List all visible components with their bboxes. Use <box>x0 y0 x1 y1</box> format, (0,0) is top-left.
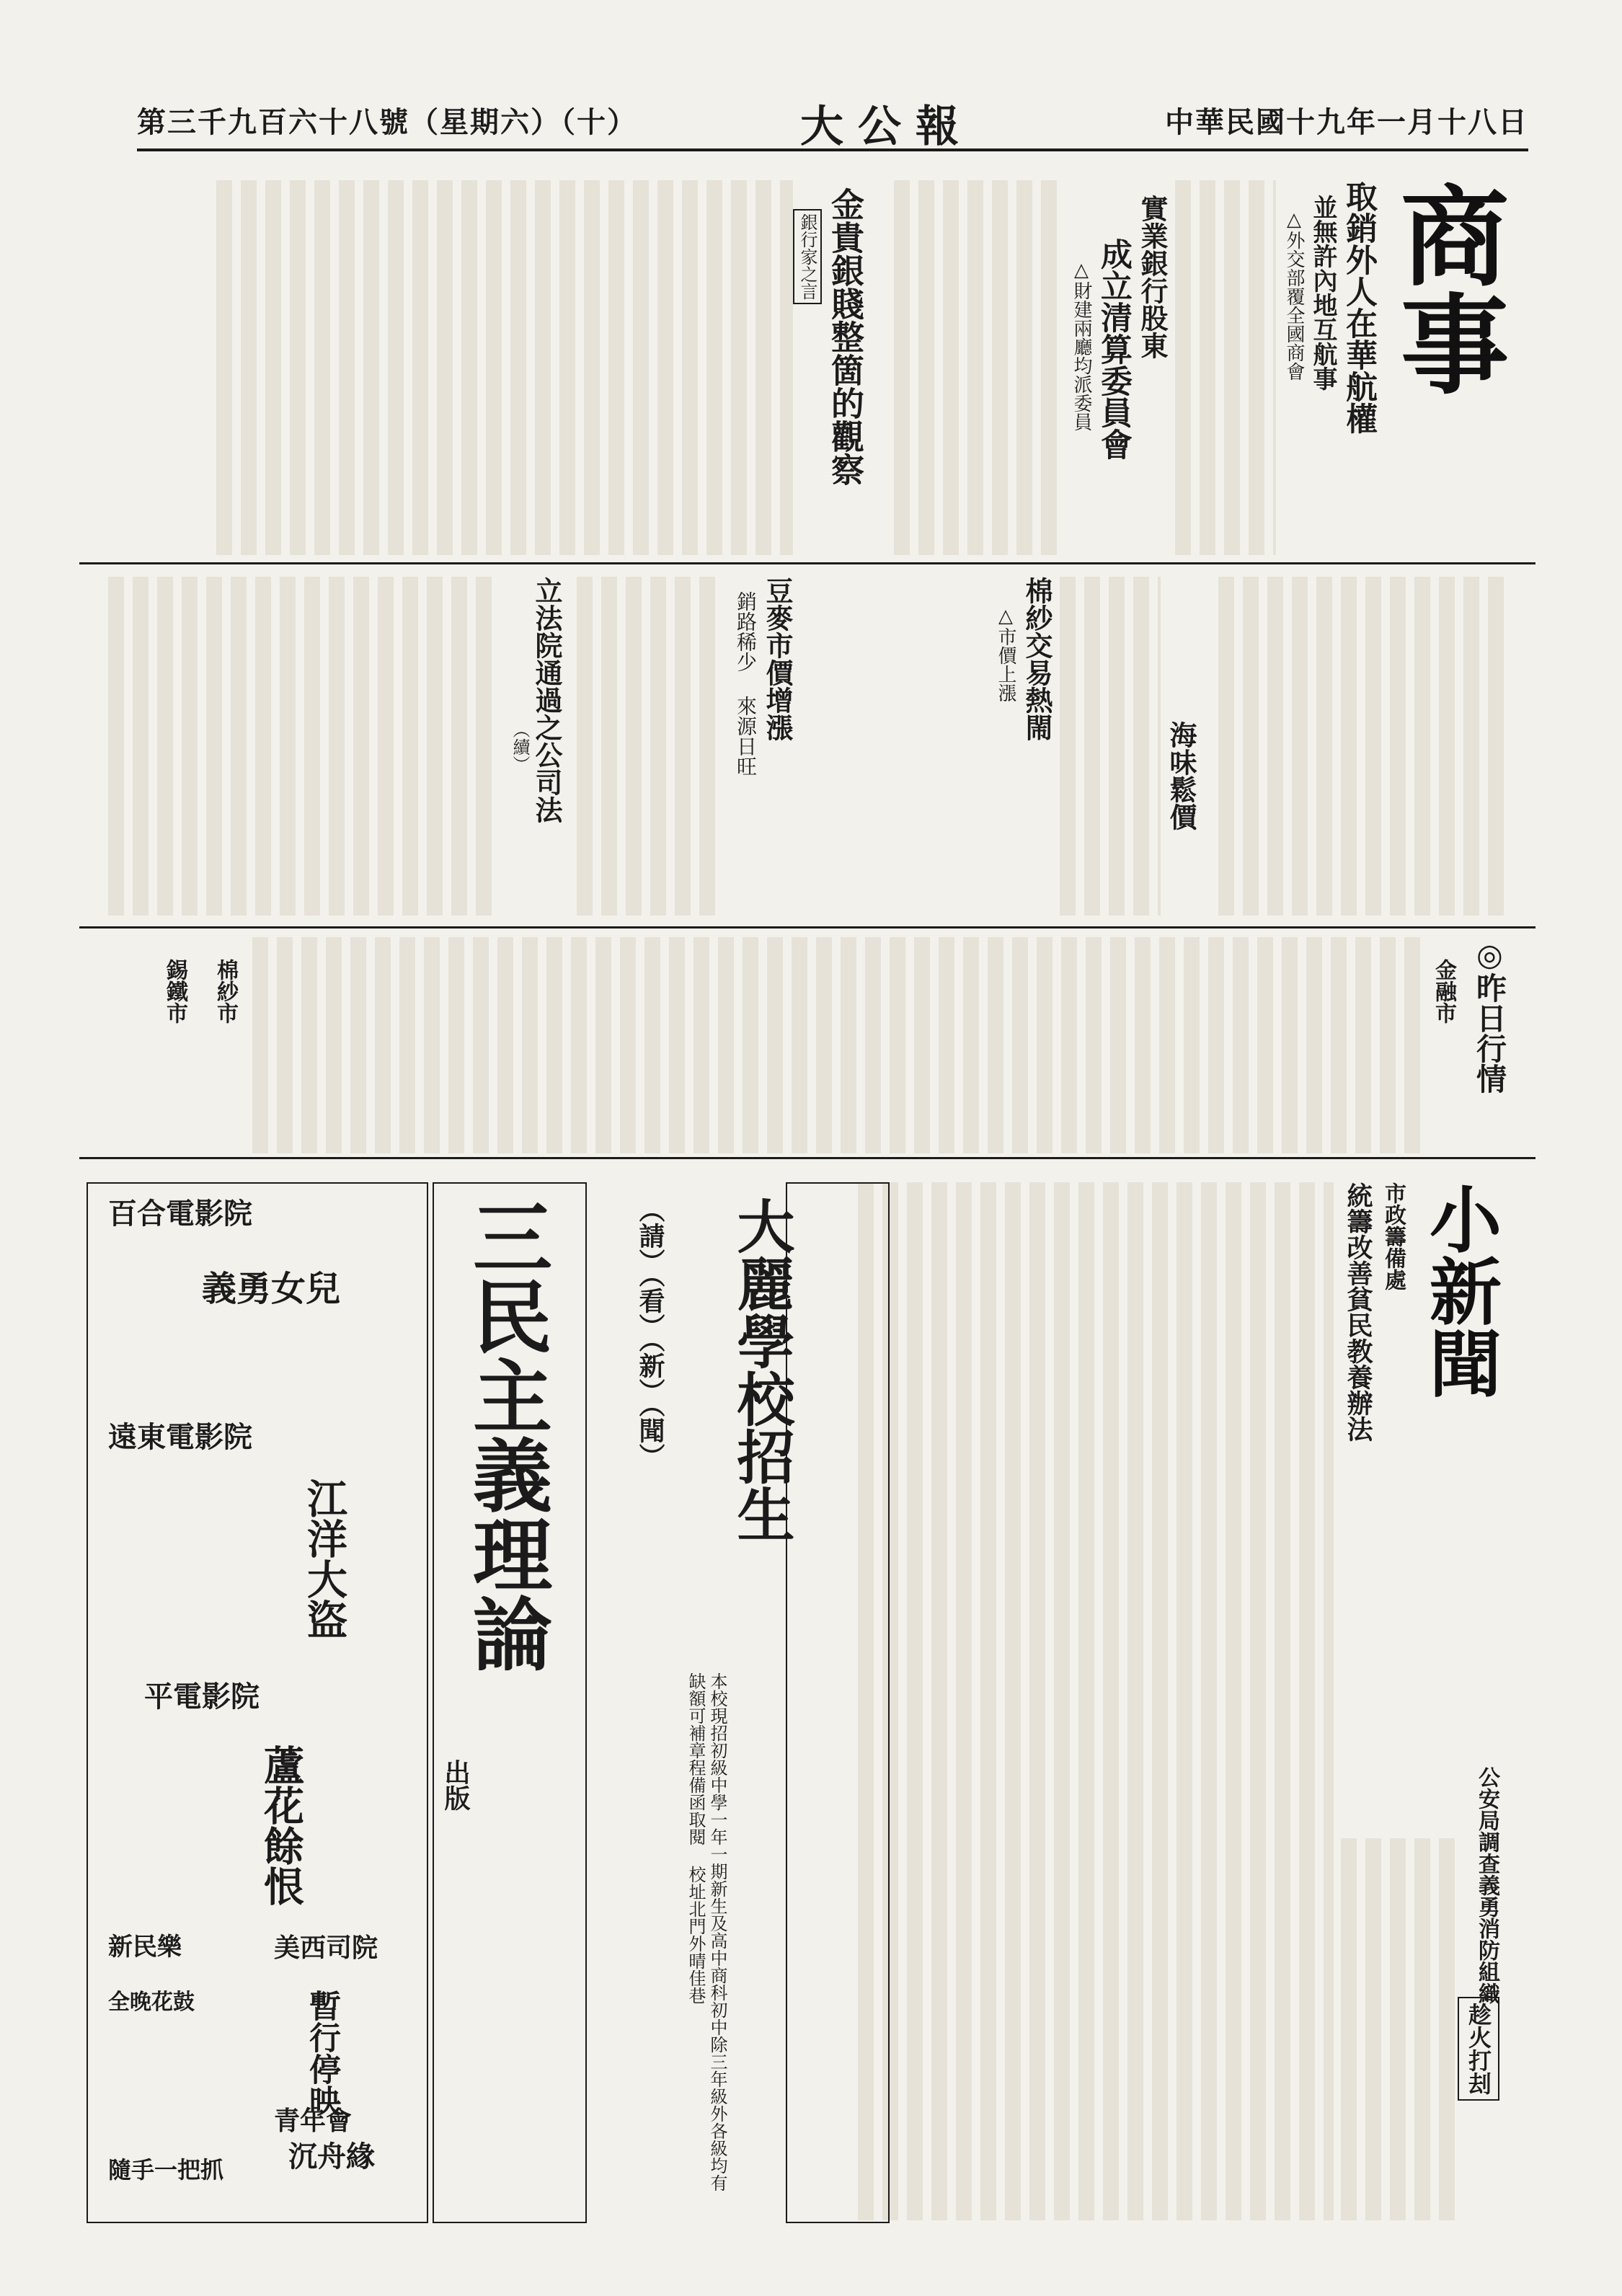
flour-subheadline: 銷路稀少 來源日旺 <box>734 591 758 776</box>
sanmin-book-sub: 出版 <box>440 1759 471 1811</box>
market-quotes-block <box>252 937 1420 1153</box>
markets-title: ◎昨日行情 <box>1472 937 1507 1094</box>
news-item1-sub: 統籌改善貧民教養辦法 <box>1343 1182 1373 1442</box>
bank-subheadline: 成立清算委員會 <box>1095 238 1132 460</box>
lead-kicker: △外交部覆全國商會 <box>1283 209 1305 381</box>
markets-divider <box>79 926 1535 928</box>
markets-body-text <box>1218 577 1507 916</box>
law-kicker: （續） <box>510 721 530 773</box>
news-item7-headline: 趁火打刦 <box>1458 1997 1499 2101</box>
cinema6-film: 全晚花鼓 <box>108 1990 195 2015</box>
commerce-section-title: 商事 <box>1382 180 1509 396</box>
commerce-divider <box>79 562 1535 564</box>
bank-article-body <box>894 180 1060 555</box>
cinema4-film: 暫行停映 <box>303 1990 340 2117</box>
gold-kicker: 銀行家之言 <box>793 209 822 304</box>
law-body-text <box>108 577 497 916</box>
bank-kicker: △財建兩廳均派委員 <box>1071 260 1092 431</box>
masthead: 大公報 <box>800 102 973 152</box>
lead-article-body <box>1175 180 1276 555</box>
law-headline: 立法院通過之公司法 <box>531 577 563 823</box>
lead-subheadline: 並無許內地互航事 <box>1308 195 1337 391</box>
dali-school-title: 大麗學校招生 <box>727 1197 795 1543</box>
news-ad-column: （請）（看）（新）（聞） <box>635 1197 665 1469</box>
page-header <box>137 92 1528 151</box>
flour-body-text <box>577 577 721 916</box>
small-news-body <box>858 1182 1334 2220</box>
lead-headline: 取銷外人在華航權 <box>1340 180 1377 434</box>
iron-market-label: 錫鐵市 <box>162 959 187 1024</box>
flour-headline: 豆麥市價增漲 <box>761 577 794 741</box>
finance-market-label: 金融市 <box>1431 959 1456 1024</box>
issue-number: 第三千九百六十八號（星期六）（十） <box>137 105 637 139</box>
cinema2-name: 遠東電影院 <box>108 1420 252 1454</box>
cinema3-film: 蘆花餘恨 <box>257 1745 305 1906</box>
cinema6-name: 新民樂 <box>108 1933 182 1962</box>
dali-school-ad <box>786 1182 890 2223</box>
small-news-title: 小新聞 <box>1417 1182 1502 1399</box>
acrobat-ad: 隨手一把抓 <box>108 2156 224 2184</box>
cotton-body-text <box>1060 577 1161 916</box>
cinema2-film: 江洋大盜 <box>301 1478 348 1639</box>
cinema5-name: 青年會 <box>274 2106 353 2136</box>
cotton-market-label: 棉紗市 <box>213 959 238 1024</box>
gold-headline: 金貴銀賤整箇的觀察 <box>826 187 865 486</box>
news-item5-headline: 公安局調查義勇消防組織 <box>1474 1766 1499 2004</box>
cinema3-name: 平電影院 <box>144 1680 260 1714</box>
cinema5-film: 沉舟緣 <box>288 2140 375 2173</box>
bank-headline: 實業銀行股東 <box>1136 195 1169 359</box>
cinema4-name: 美西司院 <box>274 1933 378 1963</box>
gold-article-body <box>216 180 793 555</box>
dali-school-detail: 本校現招初級中學一年一期新生及高中商科初中除三年級外各級均有缺額可補章程備函取閱 校址北門外晴佳巷 <box>686 1672 727 2191</box>
lower-divider <box>79 1157 1535 1159</box>
cinema1-name: 百合電影院 <box>108 1197 252 1231</box>
small-news-body-right <box>1341 1838 1456 2220</box>
cotton-headline: 棉紗交易熱閙 <box>1021 577 1053 741</box>
cotton-kicker: △市價上漲 <box>995 606 1016 702</box>
seafood-headline: 海味鬆價 <box>1165 721 1197 830</box>
cinema1-film: 義勇女兒 <box>202 1269 341 1309</box>
news-item1-headline: 市政籌備處 <box>1381 1182 1406 1290</box>
sanmin-book-title: 三民主義理論 <box>460 1197 553 1672</box>
publication-date: 中華民國十九年一月十八日 <box>1165 105 1528 139</box>
